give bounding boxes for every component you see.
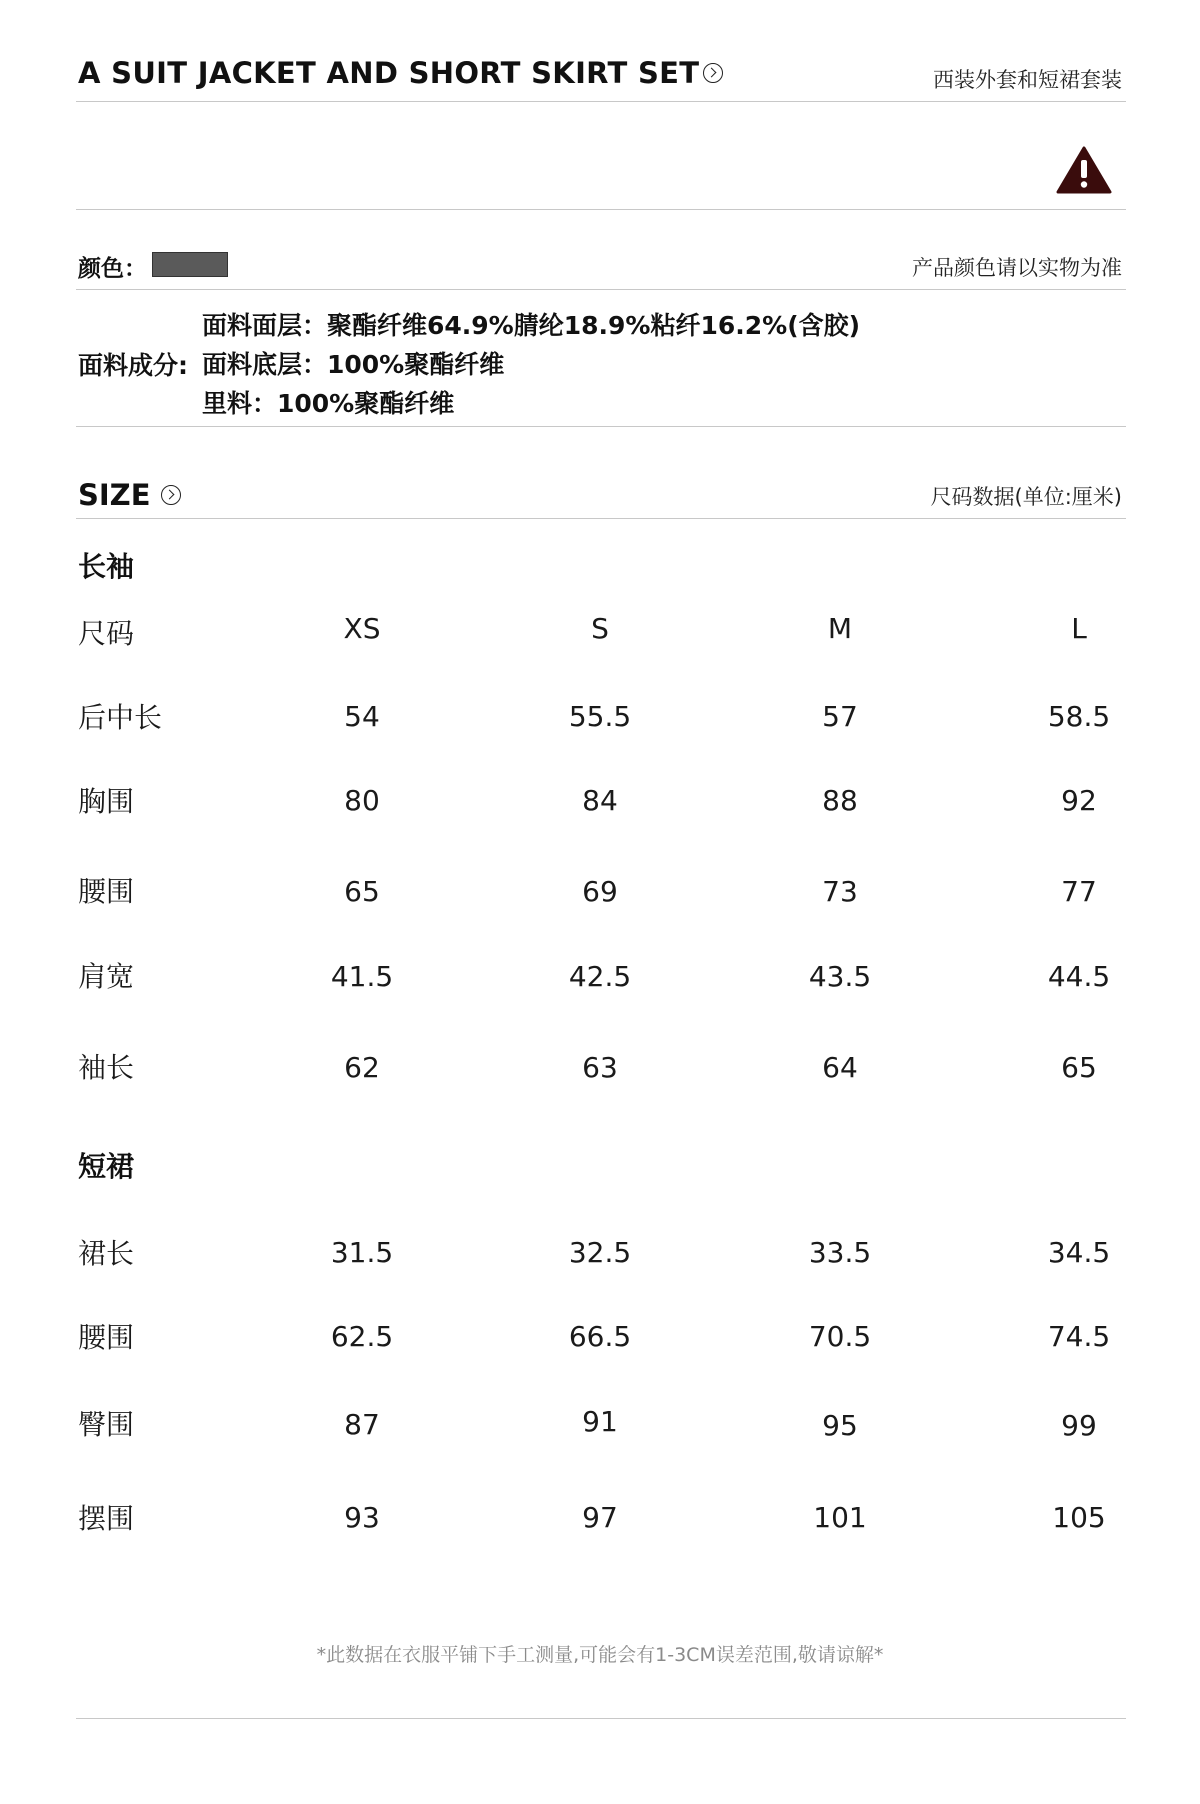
divider: [76, 426, 1126, 427]
table-cell: 55.5: [568, 700, 632, 733]
table-cell: 87: [344, 1408, 380, 1441]
table-cell: 95: [822, 1409, 858, 1442]
size-column-label: 尺码: [78, 617, 135, 650]
table-row-label: 腰围: [78, 1321, 135, 1354]
table-cell: 65: [1061, 1051, 1097, 1084]
table-cell: 42.5: [568, 960, 632, 993]
table-cell: 31.5: [330, 1236, 394, 1269]
table-cell: 88: [822, 784, 858, 817]
chevron-circle-right-icon: [703, 63, 723, 83]
size-title: [78, 478, 181, 512]
table-cell: 57: [822, 700, 858, 733]
table-cell: 44.5: [1047, 960, 1111, 993]
table-cell: 54: [344, 700, 380, 733]
fabric-line-outer: 面料面层：聚酯纤维64.9%腈纶18.9%粘纤16.2%(含胶): [202, 311, 861, 340]
divider: [76, 209, 1126, 210]
table-cell: 58.5: [1047, 700, 1111, 733]
table-row-label: 裙长: [78, 1237, 135, 1270]
table-cell: 66.5: [568, 1320, 632, 1353]
table-cell: 73: [822, 875, 858, 908]
fabric-line-base: 面料底层：100%聚酯纤维: [202, 350, 505, 379]
table-row-label: 胸围: [78, 785, 135, 818]
size-unit-note: 尺码数据(单位:厘米): [930, 485, 1122, 509]
page-title: [78, 56, 723, 90]
title-cn: 西装外套和短裙套装: [933, 68, 1122, 92]
table-row-label: 袖长: [78, 1051, 135, 1084]
chevron-circle-right-icon: [161, 485, 181, 505]
table-cell: 62: [344, 1051, 380, 1084]
color-note: 产品颜色请以实物为准: [912, 256, 1122, 280]
size-column-m: M: [827, 612, 853, 645]
table-cell: 33.5: [808, 1236, 872, 1269]
table-cell: 101: [813, 1501, 867, 1534]
table-cell: 105: [1052, 1501, 1106, 1534]
table-cell: 64: [822, 1051, 858, 1084]
table-cell: 62.5: [330, 1320, 394, 1353]
table-cell: 70.5: [808, 1320, 872, 1353]
size-column-l: L: [1071, 612, 1087, 645]
size-column-s: S: [591, 612, 609, 645]
table-row-label: 摆围: [78, 1502, 135, 1535]
fabric-line-lining: 里料：100%聚酯纤维: [202, 389, 455, 418]
title-en: A SUIT JACKET AND SHORT SKIRT SET: [78, 56, 700, 90]
table-cell: 69: [582, 875, 618, 908]
table-cell: 91: [582, 1405, 618, 1438]
color-swatch: [152, 252, 228, 277]
table-cell: 99: [1061, 1409, 1097, 1442]
skirt-section-title: 短裙: [78, 1150, 135, 1183]
table-cell: 97: [582, 1501, 618, 1534]
table-cell: 63: [582, 1051, 618, 1084]
size-column-xs: XS: [343, 612, 381, 645]
divider: [76, 1718, 1126, 1719]
divider: [76, 101, 1126, 102]
table-cell: 32.5: [568, 1236, 632, 1269]
size-title-text: SIZE: [78, 478, 151, 512]
measurement-disclaimer: *此数据在衣服平铺下手工测量,可能会有1-3CM误差范围,敬请谅解*: [316, 1644, 884, 1666]
color-label: 颜色：: [78, 256, 147, 282]
table-row-label: 臀围: [78, 1408, 135, 1441]
table-cell: 92: [1061, 784, 1097, 817]
table-cell: 93: [344, 1501, 380, 1534]
table-cell: 41.5: [330, 960, 394, 993]
table-row-label: 腰围: [78, 875, 135, 908]
fabric-label: 面料成分:: [78, 351, 188, 380]
table-cell: 65: [344, 875, 380, 908]
table-row-label: 肩宽: [78, 960, 135, 993]
divider: [76, 289, 1126, 290]
table-cell: 43.5: [808, 960, 872, 993]
table-cell: 77: [1061, 875, 1097, 908]
table-cell: 84: [582, 784, 618, 817]
table-cell: 80: [344, 784, 380, 817]
table-cell: 74.5: [1047, 1320, 1111, 1353]
warning-triangle-icon: [1056, 146, 1112, 194]
divider: [76, 518, 1126, 519]
table-row-label: 后中长: [78, 701, 163, 734]
jacket-section-title: 长袖: [78, 550, 135, 583]
table-cell: 34.5: [1047, 1236, 1111, 1269]
